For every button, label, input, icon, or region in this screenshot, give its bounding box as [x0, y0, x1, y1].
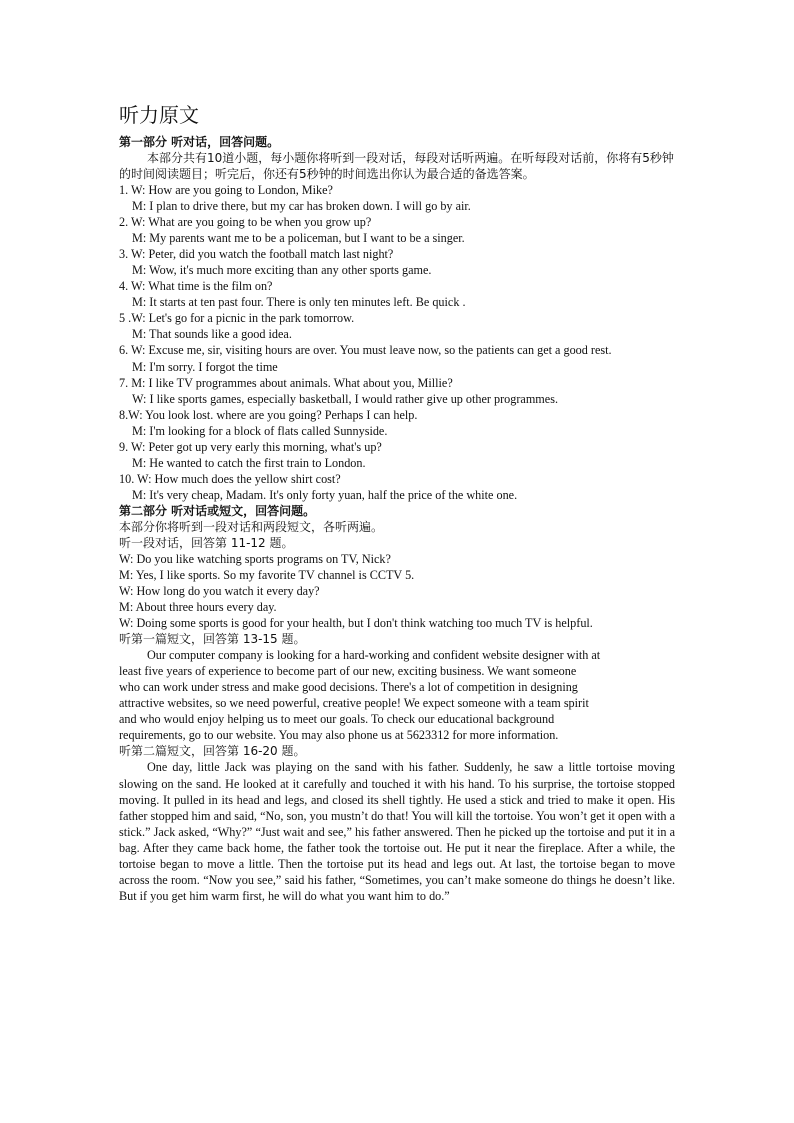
dialogue-line: W: Do you like watching sports programs on TV, Nick? — [119, 551, 391, 566]
dialogue-a7: W: I like sports games, especially basketball, I would rather give up other programmes. — [132, 391, 558, 406]
part2-heading: 第二部分 听对话或短文，回答问题。 — [119, 503, 316, 518]
dialogue-line: W: Doing some sports is good for your health, but I don't think watching too much TV is helpful. — [119, 616, 593, 631]
passage1 — [119, 647, 675, 743]
dialogue-q8: 8.W: You look lost. where are you going? Perhaps I can help. — [119, 407, 418, 422]
part2-intro: 本部分你将听到一段对话和两段短文，各听两遍。 — [119, 519, 384, 534]
passage1-line: attractive websites, so we need powerful, creative people! We expect someone with a team spirit — [119, 696, 589, 711]
passage2: One day, little Jack was playing on the sand with his father. Suddenly, he saw a little tortoise moving slowing on the sand. He looked at it carefully and touched it with his hand. To his surprise, the tortoise stopped moving. It pulled in its head and legs, and closed its shell tightly. He used a stick and tried to make it open. His father stopped him and said, “No, son, you mustn’t do that! You will kill the tortoise. You won’t get it open with a stick.” Jack asked, “Why?” “Just wait and see,” his father answered. Then he picked up the tortoise and put it in a bag. After they came back home, the father took the tortoise out. He put it near the fireplace. After a while, the tortoise began to move a little. Then the tortoise put its head and legs out. At last, the tortoise began to move across the room. “Now you see,” said his father, “Sometimes, you can’t make someone do things he doesn’t like. But if you get him warm first, he will do what you want him to do.” — [119, 760, 675, 903]
dialogue-a9: M: He wanted to catch the first train to London. — [132, 455, 366, 470]
dialogue-q6: 6. W: Excuse me, sir, visiting hours are over. You must leave now, so the patients can get a good rest. — [119, 343, 612, 358]
part1-intro: 本部分共有10道小题，每小题你将听到一段对话，每段对话听两遍。在听每段对话前，你将有5秒钟的时间阅读题目；听完后，你还有5秒钟的时间选出你认为最合适的备选答案。 — [119, 151, 674, 181]
passage2-heading: 听第二篇短文，回答第 16-20 题。 — [119, 744, 306, 759]
document-page — [119, 100, 675, 904]
dialogue-a5: M: That sounds like a good idea. — [132, 327, 292, 342]
page-title: 听力原文 — [119, 103, 199, 127]
dialogue-a2: M: My parents want me to be a policeman, but I want to be a singer. — [132, 231, 465, 246]
dialogue-q5: 5 .W: Let's go for a picnic in the park tomorrow. — [119, 311, 355, 326]
dialogue-line: W: How long do you watch it every day? — [119, 584, 320, 599]
part1-heading: 第一部分 听对话，回答问题。 — [119, 135, 280, 149]
passage1-heading: 听第一篇短文，回答第 13-15 题。 — [119, 632, 306, 647]
dialogue-line: M: Yes, I like sports. So my favorite TV channel is CCTV 5. — [119, 567, 415, 582]
passage1-line: Our computer company is looking for a hard-working and confident website designer with at — [147, 648, 601, 663]
dialogue-a6: M: I'm sorry. I forgot the time — [132, 359, 278, 374]
passage1-line: requirements, go to our website. You may also phone us at 5623312 for more information. — [119, 728, 559, 743]
dialogue-q10: 10. W: How much does the yellow shirt cost? — [119, 471, 341, 486]
dialogue-a8: M: I'm looking for a block of flats called Sunnyside. — [132, 423, 388, 438]
passage1-line: who can work under stress and make good decisions. There's a lot of competition in designing — [119, 680, 578, 695]
dialogue-heading: 听一段对话，回答第 11-12 题。 — [119, 535, 294, 550]
passage1-line: and who would enjoy helping us to meet our goals. To check our educational background — [119, 712, 555, 727]
dialogue-block — [119, 551, 675, 631]
dialogue-q1: 1. W: How are you going to London, Mike? — [119, 183, 333, 197]
dialogue-line: M: About three hours every day. — [119, 600, 277, 615]
dialogue-a4: M: It starts at ten past four. There is only ten minutes left. Be quick . — [132, 295, 466, 310]
dialogue-q7: 7. M: I like TV programmes about animals. What about you, Millie? — [119, 375, 453, 390]
dialogue-a10: M: It's very cheap, Madam. It's only forty yuan, half the price of the white one. — [132, 487, 518, 502]
part1-dialogues — [119, 182, 675, 503]
passage1-line: least five years of experience to become part of our new, exciting business. We want someone — [119, 664, 577, 679]
dialogue-a1: M: I plan to drive there, but my car has broken down. I will go by air. — [132, 199, 471, 214]
dialogue-q3: 3. W: Peter, did you watch the football match last night? — [119, 247, 394, 262]
dialogue-a3: M: Wow, it's much more exciting than any other sports game. — [132, 263, 432, 278]
dialogue-q4: 4. W: What time is the film on? — [119, 279, 273, 294]
dialogue-q2: 2. W: What are you going to be when you grow up? — [119, 215, 372, 230]
dialogue-q9: 9. W: Peter got up very early this morning, what's up? — [119, 439, 382, 454]
